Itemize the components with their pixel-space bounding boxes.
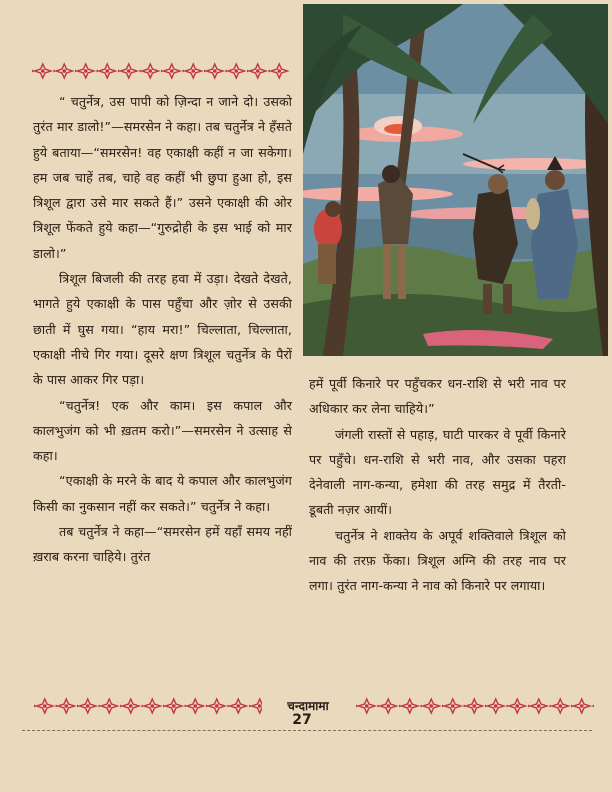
left-text-column [33, 89, 292, 570]
paragraph: जंगली रास्तों से पहाड़, घाटी पारकर वे पूर्वी किनारे पर पहुँचे। धन-राशि से भरी नाव, और उसका पहरा देनेवाली नाग-कन्या, हमेशा की तरह समुद्र में तैरती-डूबती नज़र आयीं। [309, 426, 566, 518]
bottom-ornamental-border-right [356, 697, 594, 715]
top-ornamental-border [32, 62, 290, 80]
ornament-pattern-bottom-right [356, 697, 594, 715]
right-text-column [309, 371, 566, 599]
paragraph: “ चतुर्नेत्र, उस पापी को ज़िन्दा न जाने दो। उसको तुरंत मार डालो!”—समरसेन ने कहा। तब चतुर्नेत्र ने हँसते हुये बताया—“समरसेन! वह एकाक्षी कहीं न जा सकेगा। हम जब चाहें तब, चाहे वह कहीं भी छुपा हुआ हो, इस त्रिशूल द्वारा उसे मार सकते हैं।” उसने एकाक्षी की ओर त्रिशूल फेंकते हुये कहा—“गुरुद्रोही के इस भाई को मार डालो।” [33, 94, 292, 261]
story-illustration [303, 4, 608, 356]
paragraph: त्रिशूल बिजली की तरह हवा में उड़ा। देखते देखते, भागते हुये एकाक्षी के पास पहुँचा और ज़ोर से उसकी छाती में घुस गया। “हाय मरा!” चिल्लाता, चिल्लाता, एकाक्षी नीचे गिर गया। दूसरे क्षण त्रिशूल चतुर्नेत्र के पैरों के पास आकर गिर पड़ा। [33, 271, 292, 388]
scene-picture [303, 4, 608, 356]
paragraph: “चतुर्नेत्र! एक और काम। इस कपाल और कालभुजंग को भी ख़तम करो।”—समरसेन ने उत्साह से कहा। [33, 397, 292, 464]
bottom-ornamental-border-left [34, 697, 262, 715]
ornament-pattern-bottom-left [34, 697, 262, 715]
paragraph: हमें पूर्वी किनारे पर पहुँचकर धन-राशि से भरी नाव पर अधिकार कर लेना चाहिये।” [309, 376, 566, 417]
magazine-name: चन्दामामा [287, 699, 329, 713]
page-number: 27 [292, 712, 312, 728]
ornament-pattern-top [32, 62, 290, 80]
paragraph: “एकाक्षी के मरने के बाद ये कपाल और कालभुजंग किसी का नुकसान नहीं कर सकते।” चतुर्नेत्र ने कहा। [33, 473, 292, 514]
bottom-divider [22, 730, 592, 731]
paragraph: चतुर्नेत्र ने शाक्तेय के अपूर्व शक्तिवाले त्रिशूल को नाव की तरफ़ फेंका। त्रिशूल अग्नि की तरह नाव पर लगा। तुरंत नाग-कन्या ने नाव को किनारे पर लगाया। [309, 527, 566, 594]
paragraph: तब चतुर्नेत्र ने कहा—“समरसेन हमें यहाँ समय नहीं ख़राब करना चाहिये। तुरंत [33, 524, 292, 565]
